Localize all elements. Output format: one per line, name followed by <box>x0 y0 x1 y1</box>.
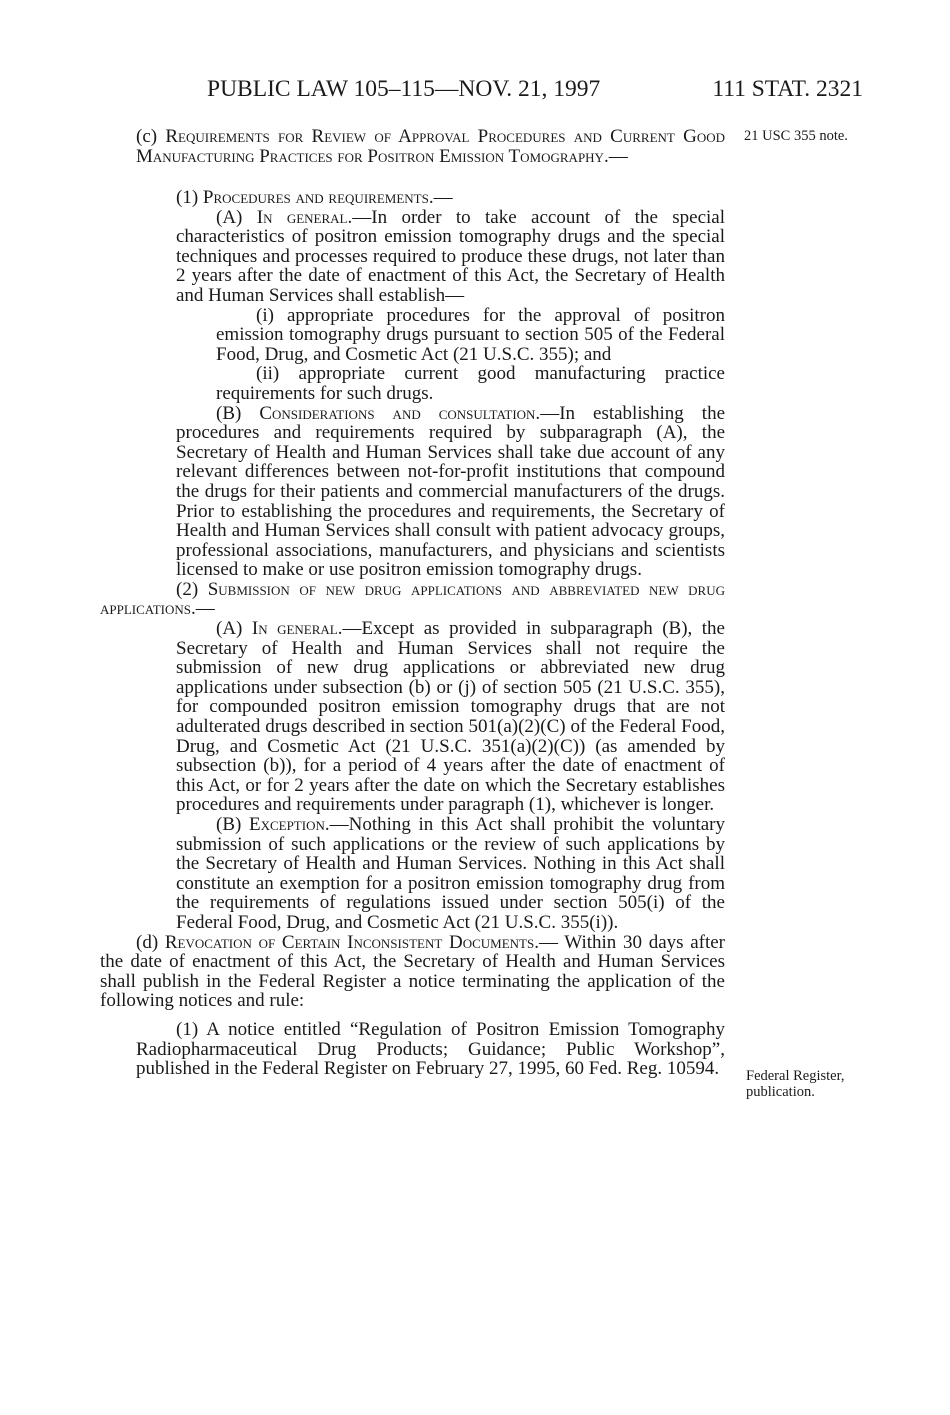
paragraph-heading: In general. <box>256 206 353 228</box>
paragraph-heading: Requirements for Review of Approval Procedures and Current Good Manufacturing Practices for Positron Emission Tomography.— <box>136 126 725 167</box>
paragraph-label: (B) <box>216 814 249 835</box>
section-c-body <box>100 188 725 1079</box>
paragraph-2 <box>100 580 725 619</box>
paragraph-body: —Except as provided in subparagraph (B), the Secretary of Health and Human Services shall not require the submission of new drug applications or abbreviated new drug applications under subsection (b) or (j) of section 505 (21 U.S.C. 355), for compounded positron emission tomography drugs that are not adulterated drugs described in section 501(a)(2)(C) of the Federal Food, Drug, and Cosmetic Act (21 U.S.C. 351(a)(2)(C)) (as amended by subsection (b)), for a period of 4 years after the date of enactment of this Act, or for 2 years after the date on which the Secretary establishes procedures and requirements under paragraph (1), whichever is longer. <box>176 618 725 816</box>
paragraph-body: — Within 30 days after the date of enactment of this Act, the Secretary of Health and Human Services shall publish in the Federal Register a notice terminating the application of the following notices and rule: <box>100 931 726 1012</box>
paragraph-label: (A) <box>216 618 252 640</box>
subparagraph-2b <box>100 815 725 933</box>
notice-1: (1) A notice entitled “Regulation of Positron Emission Tomography Radiopharmaceutical Drug Products; Guidance; Public Workshop”, published in the Federal Register on February 27, 1995, 60 Fed. Reg. 10594. <box>136 1018 725 1080</box>
paragraph-heading: Submission of new drug applications and abbreviated new drug applications.— <box>100 578 726 620</box>
paragraph-1 <box>100 188 725 208</box>
subparagraph-1b <box>100 404 725 580</box>
page-citation: 111 STAT. 2321 <box>712 76 863 102</box>
paragraph-heading: Revocation of Certain Inconsistent Documents. <box>164 931 539 953</box>
clause-1a-i: (i) appropriate procedures for the approval of positron emission tomography drugs pursuant to section 505 of the Federal Food, Drug, and Cosmetic Act (21 U.S.C. 355); and <box>216 304 725 365</box>
paragraph-label: (d) <box>136 931 165 953</box>
paragraph-label: (B) <box>216 402 260 424</box>
paragraph-body: —In establishing the procedures and requirements required by subparagraph (A), the Secretary of Health and Human Services shall take due account of any relevant differences between not-for-profit institutions that compound the drugs for their patients and commercial manufacturers of the drugs. Prior to establishing the procedures and requirements, the Secretary of Health and Human Services shall consult with patient advocacy groups, professional associations, manufacturers, and physicians and scientists licensed to make or use positron emission tomography drugs. <box>176 402 725 581</box>
paragraph-label: (2) <box>176 578 208 600</box>
subparagraph-1a <box>100 208 725 306</box>
clause-1a-ii: (ii) appropriate current good manufacturing practice requirements for such drugs. <box>216 363 725 404</box>
paragraph-body: —Nothing in this Act shall prohibit the voluntary submission of such applications or the review of such applications by the Secretary of Health and Human Services. Nothing in this Act shall constitute an exemption for a positron emission tomography drug from the requirements of regulations issued under section 505(i) of the Federal Food, Drug, and Cosmetic Act (21 U.S.C. 355(i)). <box>176 814 725 933</box>
margin-note-federal-register <box>746 1068 844 1100</box>
paragraph-heading: In general. <box>251 618 343 640</box>
subsection-d <box>100 933 725 1011</box>
margin-note-usc: 21 USC 355 note. <box>744 128 848 144</box>
subparagraph-2a <box>100 619 725 815</box>
paragraph-c <box>100 127 725 166</box>
paragraph-label: (A) <box>216 206 257 228</box>
section-c-top <box>100 127 725 166</box>
margin-note-line: publication. <box>746 1084 815 1100</box>
paragraph-heading: Procedures and requirements.— <box>202 187 453 208</box>
paragraph-label: (c) <box>136 126 166 147</box>
paragraph-body: —In order to take account of the special characteristics of positron emission tomography drugs and the special techniques and processes required to produce these drugs, not later than 2 years after the date of enactment of this Act, the Secretary of Health and Human Services shall establish— <box>176 206 725 306</box>
running-header-left: PUBLIC LAW 105–115—NOV. 21, 1997 <box>207 76 601 102</box>
paragraph-heading: Considerations and consultation. <box>259 402 541 424</box>
margin-note-line: Federal Register, <box>746 1068 845 1084</box>
paragraph-heading: Exception. <box>248 814 330 835</box>
paragraph-label: (1) <box>176 187 203 208</box>
